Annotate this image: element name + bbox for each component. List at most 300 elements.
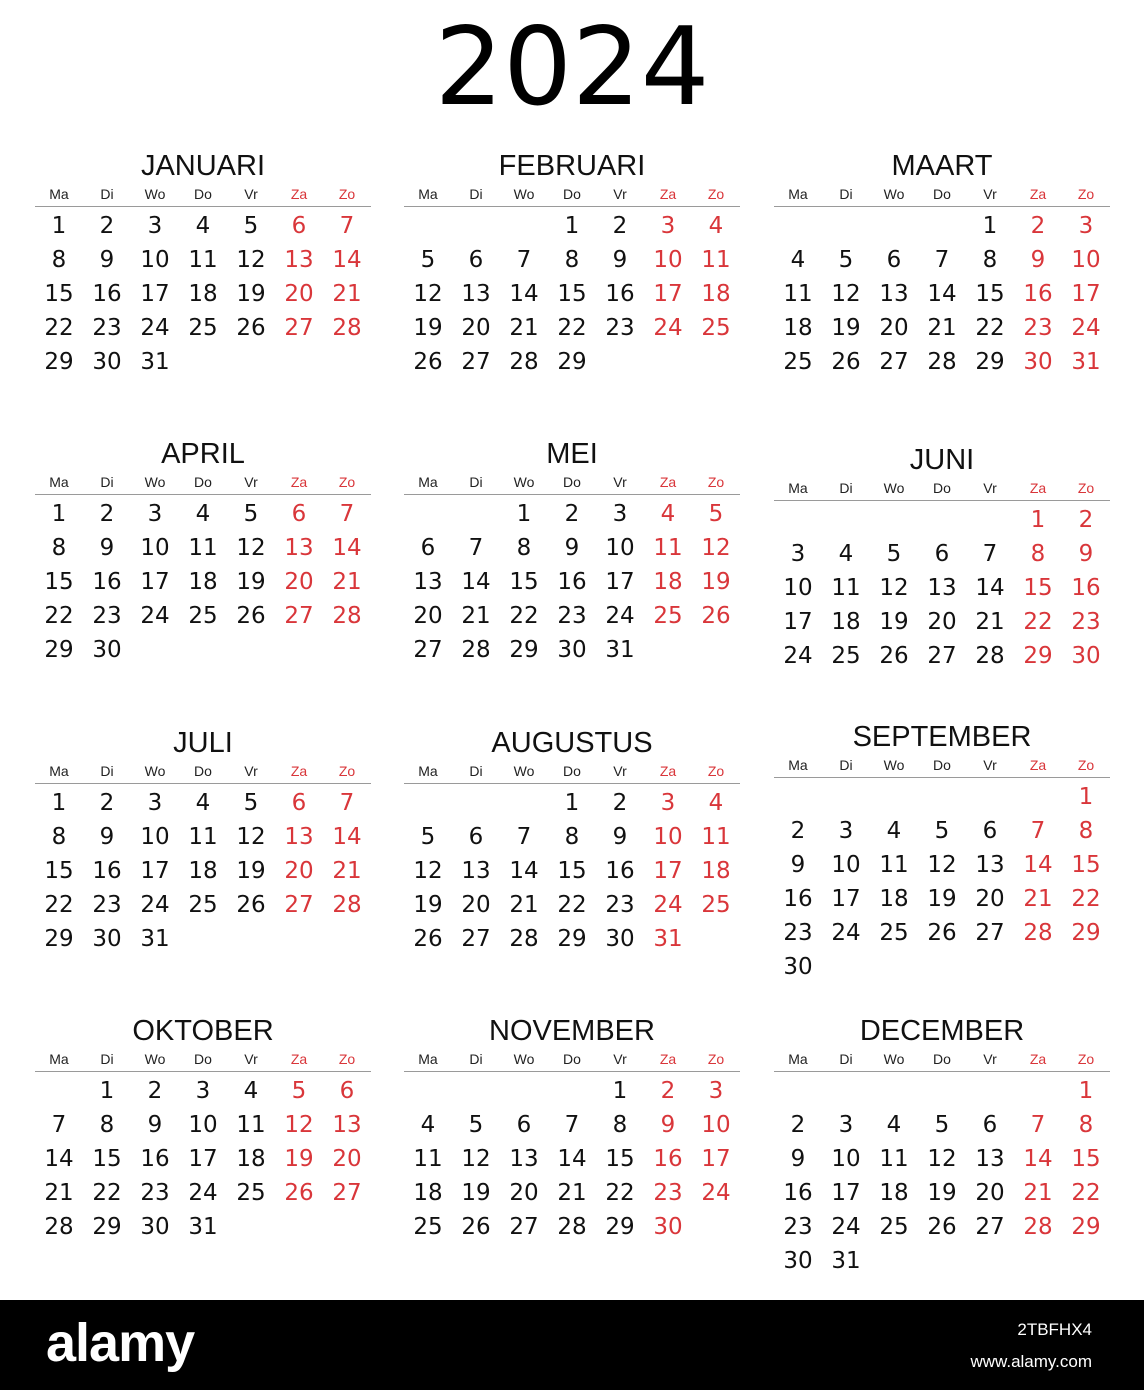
weekday-label: Ma	[49, 186, 69, 202]
weekday-label: Wo	[144, 1051, 166, 1067]
empty-cell	[404, 209, 452, 243]
day-cell: 31	[653, 926, 683, 952]
day-cell: 8	[51, 247, 67, 273]
day-cell: 10	[1071, 247, 1101, 273]
month-title: OKTOBER	[132, 1015, 274, 1047]
day-cell: 10	[605, 535, 635, 561]
empty-cell	[452, 209, 500, 243]
day-cell: 12	[831, 281, 861, 307]
day-cell: 20	[284, 281, 314, 307]
day-cell: 15	[44, 858, 74, 884]
day-cell: 2	[99, 501, 115, 527]
empty-cell	[966, 1074, 1014, 1108]
day-cell: 15	[557, 281, 587, 307]
day-cell: 30	[92, 926, 122, 952]
day-cell: 5	[243, 501, 259, 527]
day-cell: 5	[420, 247, 436, 273]
month-title: NOVEMBER	[489, 1015, 655, 1047]
day-cell: 26	[461, 1214, 491, 1240]
weekday-label: Di	[839, 757, 853, 773]
day-cell: 17	[188, 1146, 218, 1172]
weekday-header	[404, 763, 740, 784]
day-cell: 12	[927, 852, 957, 878]
day-cell: 19	[413, 315, 443, 341]
day-cell: 23	[92, 603, 122, 629]
day-cell: 13	[975, 1146, 1005, 1172]
empty-cell	[918, 1074, 966, 1108]
weekday-label: Di	[839, 1051, 853, 1067]
day-cell: 20	[927, 609, 957, 635]
weekday-label: Do	[933, 1051, 951, 1067]
day-cell: 14	[975, 575, 1005, 601]
day-cell: 5	[886, 541, 902, 567]
day-cell: 16	[1071, 575, 1101, 601]
day-cell: 11	[413, 1146, 443, 1172]
month-februari	[404, 150, 740, 379]
day-cell: 28	[927, 349, 957, 375]
day-cell: 21	[44, 1180, 74, 1206]
weekday-label: Zo	[1077, 1051, 1095, 1067]
day-cell: 18	[701, 858, 731, 884]
day-cell: 16	[140, 1146, 170, 1172]
day-cell: 31	[188, 1214, 218, 1240]
day-cell: 17	[140, 569, 170, 595]
day-cell: 15	[1071, 1146, 1101, 1172]
day-cell: 13	[332, 1112, 362, 1138]
day-cell: 13	[975, 852, 1005, 878]
day-cell: 5	[468, 1112, 484, 1138]
day-cell: 6	[886, 247, 902, 273]
day-cell: 31	[605, 637, 635, 663]
weekday-label: Do	[933, 757, 951, 773]
weekday-label: Do	[563, 1051, 581, 1067]
month-juli	[35, 727, 371, 956]
day-cell: 8	[1030, 541, 1046, 567]
month-title: DECEMBER	[859, 1015, 1025, 1047]
day-cell: 22	[44, 603, 74, 629]
day-cell: 22	[509, 603, 539, 629]
weekday-label: Di	[469, 1051, 483, 1067]
day-cell: 12	[701, 535, 731, 561]
day-cell: 11	[831, 575, 861, 601]
weekday-label: Di	[100, 763, 114, 779]
empty-cell	[822, 209, 870, 243]
day-cell: 25	[831, 643, 861, 669]
day-cell: 25	[879, 920, 909, 946]
weekday-label: Do	[194, 474, 212, 490]
empty-cell	[918, 209, 966, 243]
weekday-label: Za	[1029, 1051, 1047, 1067]
day-cell: 16	[605, 281, 635, 307]
day-cell: 9	[790, 852, 806, 878]
empty-cell	[870, 780, 918, 814]
day-cell: 9	[612, 824, 628, 850]
day-cell: 28	[509, 349, 539, 375]
day-cell: 28	[1023, 1214, 1053, 1240]
day-cell: 26	[879, 643, 909, 669]
day-cell: 13	[284, 824, 314, 850]
day-cell: 20	[284, 569, 314, 595]
day-cell: 15	[92, 1146, 122, 1172]
weekday-label: Za	[1029, 480, 1047, 496]
day-cell: 7	[339, 501, 355, 527]
day-cell: 10	[188, 1112, 218, 1138]
day-cell: 12	[284, 1112, 314, 1138]
day-cell: 20	[332, 1146, 362, 1172]
day-cell: 22	[92, 1180, 122, 1206]
day-cell: 27	[975, 1214, 1005, 1240]
day-cell: 2	[790, 1112, 806, 1138]
day-cell: 7	[516, 247, 532, 273]
day-cell: 5	[708, 501, 724, 527]
day-cell: 9	[790, 1146, 806, 1172]
day-cell: 5	[934, 1112, 950, 1138]
day-cell: 24	[701, 1180, 731, 1206]
day-cell: 2	[99, 790, 115, 816]
day-cell: 29	[44, 926, 74, 952]
day-cell: 11	[653, 535, 683, 561]
day-cell: 4	[660, 501, 676, 527]
day-cell: 8	[1078, 1112, 1094, 1138]
weekday-label: Za	[659, 763, 677, 779]
day-cell: 4	[195, 213, 211, 239]
day-cell: 18	[188, 281, 218, 307]
day-cell: 7	[564, 1112, 580, 1138]
day-cell: 3	[790, 541, 806, 567]
empty-cell	[500, 1074, 548, 1108]
day-cell: 3	[147, 790, 163, 816]
month-title: FEBRUARI	[498, 150, 646, 182]
day-cell: 19	[461, 1180, 491, 1206]
day-cell: 21	[927, 315, 957, 341]
day-cell: 16	[783, 1180, 813, 1206]
day-cell: 13	[413, 569, 443, 595]
empty-cell	[452, 1074, 500, 1108]
day-cell: 1	[982, 213, 998, 239]
day-cell: 1	[612, 1078, 628, 1104]
day-cell: 17	[831, 886, 861, 912]
weekday-label: Wo	[883, 757, 905, 773]
footer-url: www.alamy.com	[970, 1352, 1092, 1371]
day-cell: 7	[1030, 818, 1046, 844]
day-cell: 10	[653, 824, 683, 850]
weekday-label: Za	[290, 186, 308, 202]
day-cell: 6	[468, 824, 484, 850]
day-cell: 19	[236, 858, 266, 884]
weekday-label: Zo	[338, 763, 356, 779]
day-cell: 20	[284, 858, 314, 884]
day-cell: 16	[92, 569, 122, 595]
alamy-logo: alamy	[46, 1313, 195, 1373]
day-cell: 23	[140, 1180, 170, 1206]
day-cell: 29	[975, 349, 1005, 375]
weekday-label: Vr	[613, 1051, 627, 1067]
day-cell: 30	[1023, 349, 1053, 375]
day-grid	[404, 209, 740, 379]
day-cell: 27	[332, 1180, 362, 1206]
day-cell: 21	[1023, 1180, 1053, 1206]
day-cell: 20	[461, 892, 491, 918]
day-cell: 17	[831, 1180, 861, 1206]
day-cell: 13	[284, 247, 314, 273]
day-cell: 29	[1023, 643, 1053, 669]
day-cell: 2	[612, 213, 628, 239]
day-cell: 25	[188, 315, 218, 341]
day-cell: 6	[291, 213, 307, 239]
day-cell: 3	[838, 818, 854, 844]
day-cell: 31	[140, 349, 170, 375]
day-cell: 2	[790, 818, 806, 844]
day-cell: 6	[339, 1078, 355, 1104]
weekday-label: Ma	[418, 763, 438, 779]
day-cell: 21	[557, 1180, 587, 1206]
day-cell: 30	[605, 926, 635, 952]
month-november	[404, 1015, 740, 1244]
day-cell: 21	[509, 892, 539, 918]
day-grid	[774, 503, 1110, 673]
month-april	[35, 438, 371, 667]
empty-cell	[870, 209, 918, 243]
day-cell: 10	[831, 852, 861, 878]
empty-cell	[404, 786, 452, 820]
day-cell: 29	[605, 1214, 635, 1240]
weekday-label: Zo	[1077, 757, 1095, 773]
weekday-label: Za	[659, 474, 677, 490]
day-cell: 3	[612, 501, 628, 527]
day-cell: 28	[461, 637, 491, 663]
day-cell: 24	[783, 643, 813, 669]
weekday-label: Di	[100, 1051, 114, 1067]
day-cell: 2	[147, 1078, 163, 1104]
day-cell: 28	[44, 1214, 74, 1240]
day-cell: 26	[927, 920, 957, 946]
day-cell: 15	[605, 1146, 635, 1172]
day-cell: 26	[236, 603, 266, 629]
day-cell: 22	[1071, 1180, 1101, 1206]
day-cell: 17	[653, 858, 683, 884]
day-cell: 24	[140, 315, 170, 341]
weekday-label: Ma	[788, 1051, 808, 1067]
day-cell: 18	[783, 315, 813, 341]
empty-cell	[774, 780, 822, 814]
weekday-label: Zo	[707, 763, 725, 779]
weekday-header	[35, 474, 371, 495]
day-cell: 28	[1023, 920, 1053, 946]
day-cell: 14	[509, 858, 539, 884]
empty-cell	[822, 503, 870, 537]
day-cell: 3	[147, 213, 163, 239]
day-cell: 12	[236, 824, 266, 850]
day-cell: 18	[653, 569, 683, 595]
month-title: JANUARI	[140, 150, 266, 182]
day-cell: 16	[653, 1146, 683, 1172]
day-cell: 5	[420, 824, 436, 850]
day-cell: 22	[44, 315, 74, 341]
day-cell: 22	[557, 892, 587, 918]
day-cell: 14	[332, 535, 362, 561]
day-cell: 2	[564, 501, 580, 527]
empty-cell	[404, 1074, 452, 1108]
day-grid	[774, 1074, 1110, 1278]
day-cell: 1	[51, 790, 67, 816]
weekday-label: Ma	[788, 757, 808, 773]
day-cell: 4	[708, 213, 724, 239]
month-september	[774, 721, 1110, 984]
weekday-label: Di	[839, 480, 853, 496]
day-cell: 19	[831, 315, 861, 341]
day-cell: 1	[564, 790, 580, 816]
day-cell: 17	[605, 569, 635, 595]
day-cell: 27	[927, 643, 957, 669]
weekday-label: Vr	[244, 763, 258, 779]
day-cell: 19	[879, 609, 909, 635]
day-cell: 29	[1071, 920, 1101, 946]
day-cell: 30	[557, 637, 587, 663]
weekday-label: Vr	[983, 757, 997, 773]
weekday-label: Wo	[883, 480, 905, 496]
weekday-label: Zo	[1077, 186, 1095, 202]
day-grid	[35, 786, 371, 956]
day-cell: 5	[243, 790, 259, 816]
day-cell: 11	[188, 247, 218, 273]
day-cell: 20	[879, 315, 909, 341]
weekday-label: Zo	[338, 474, 356, 490]
day-grid	[35, 497, 371, 667]
day-cell: 23	[605, 315, 635, 341]
day-cell: 11	[236, 1112, 266, 1138]
weekday-header	[404, 474, 740, 495]
day-cell: 7	[516, 824, 532, 850]
day-cell: 26	[236, 892, 266, 918]
day-cell: 6	[420, 535, 436, 561]
day-cell: 15	[1023, 575, 1053, 601]
day-cell: 19	[236, 569, 266, 595]
day-cell: 28	[509, 926, 539, 952]
empty-cell	[548, 1074, 596, 1108]
day-cell: 10	[783, 575, 813, 601]
day-cell: 25	[701, 892, 731, 918]
weekday-label: Ma	[418, 1051, 438, 1067]
year-title: 2024	[434, 5, 710, 130]
day-cell: 1	[1078, 1078, 1094, 1104]
weekday-label: Di	[469, 186, 483, 202]
day-cell: 6	[291, 501, 307, 527]
day-cell: 25	[653, 603, 683, 629]
day-cell: 27	[509, 1214, 539, 1240]
day-cell: 12	[236, 535, 266, 561]
weekday-header	[35, 186, 371, 207]
empty-cell	[774, 209, 822, 243]
day-cell: 24	[188, 1180, 218, 1206]
weekday-label: Wo	[883, 186, 905, 202]
day-cell: 27	[413, 637, 443, 663]
month-title: SEPTEMBER	[852, 721, 1032, 753]
day-cell: 15	[509, 569, 539, 595]
day-cell: 7	[982, 541, 998, 567]
weekday-label: Za	[290, 474, 308, 490]
day-cell: 25	[701, 315, 731, 341]
day-cell: 30	[653, 1214, 683, 1240]
month-title: MEI	[546, 438, 598, 470]
weekday-label: Zo	[707, 474, 725, 490]
day-cell: 14	[1023, 1146, 1053, 1172]
empty-cell	[822, 780, 870, 814]
month-title: JULI	[173, 727, 233, 759]
day-cell: 16	[1023, 281, 1053, 307]
weekday-label: Zo	[707, 186, 725, 202]
weekday-label: Wo	[513, 186, 535, 202]
day-cell: 10	[140, 247, 170, 273]
weekday-label: Vr	[983, 1051, 997, 1067]
weekday-header	[774, 480, 1110, 501]
weekday-label: Za	[290, 763, 308, 779]
weekday-label: Za	[659, 1051, 677, 1067]
day-grid	[404, 1074, 740, 1244]
day-cell: 11	[879, 852, 909, 878]
month-title: MAART	[891, 150, 993, 182]
day-cell: 26	[284, 1180, 314, 1206]
empty-cell	[1014, 780, 1062, 814]
day-cell: 17	[140, 281, 170, 307]
day-cell: 13	[879, 281, 909, 307]
day-cell: 21	[1023, 886, 1053, 912]
day-cell: 4	[420, 1112, 436, 1138]
weekday-label: Do	[933, 186, 951, 202]
day-cell: 4	[886, 818, 902, 844]
day-cell: 24	[831, 1214, 861, 1240]
weekday-label: Wo	[883, 1051, 905, 1067]
weekday-header	[774, 757, 1110, 778]
day-cell: 9	[1078, 541, 1094, 567]
day-cell: 13	[284, 535, 314, 561]
day-cell: 29	[44, 637, 74, 663]
weekday-label: Wo	[144, 763, 166, 779]
day-cell: 14	[509, 281, 539, 307]
day-cell: 7	[934, 247, 950, 273]
empty-cell	[774, 503, 822, 537]
weekday-label: Vr	[613, 763, 627, 779]
weekday-label: Ma	[418, 474, 438, 490]
day-cell: 19	[236, 281, 266, 307]
day-cell: 3	[660, 213, 676, 239]
weekday-label: Za	[659, 186, 677, 202]
day-cell: 26	[413, 926, 443, 952]
day-cell: 3	[660, 790, 676, 816]
month-december	[774, 1015, 1110, 1278]
day-cell: 11	[188, 824, 218, 850]
day-cell: 21	[332, 569, 362, 595]
weekday-label: Wo	[513, 474, 535, 490]
day-cell: 23	[92, 315, 122, 341]
day-cell: 16	[605, 858, 635, 884]
day-cell: 14	[557, 1146, 587, 1172]
day-cell: 28	[332, 603, 362, 629]
day-cell: 11	[701, 247, 731, 273]
weekday-label: Za	[290, 1051, 308, 1067]
day-cell: 12	[879, 575, 909, 601]
day-cell: 18	[236, 1146, 266, 1172]
weekday-label: Vr	[983, 186, 997, 202]
day-cell: 17	[1071, 281, 1101, 307]
day-cell: 20	[461, 315, 491, 341]
weekday-label: Ma	[788, 480, 808, 496]
day-cell: 29	[557, 926, 587, 952]
day-cell: 4	[838, 541, 854, 567]
day-cell: 1	[51, 213, 67, 239]
weekday-header	[404, 1051, 740, 1072]
day-grid	[774, 209, 1110, 379]
day-cell: 10	[831, 1146, 861, 1172]
